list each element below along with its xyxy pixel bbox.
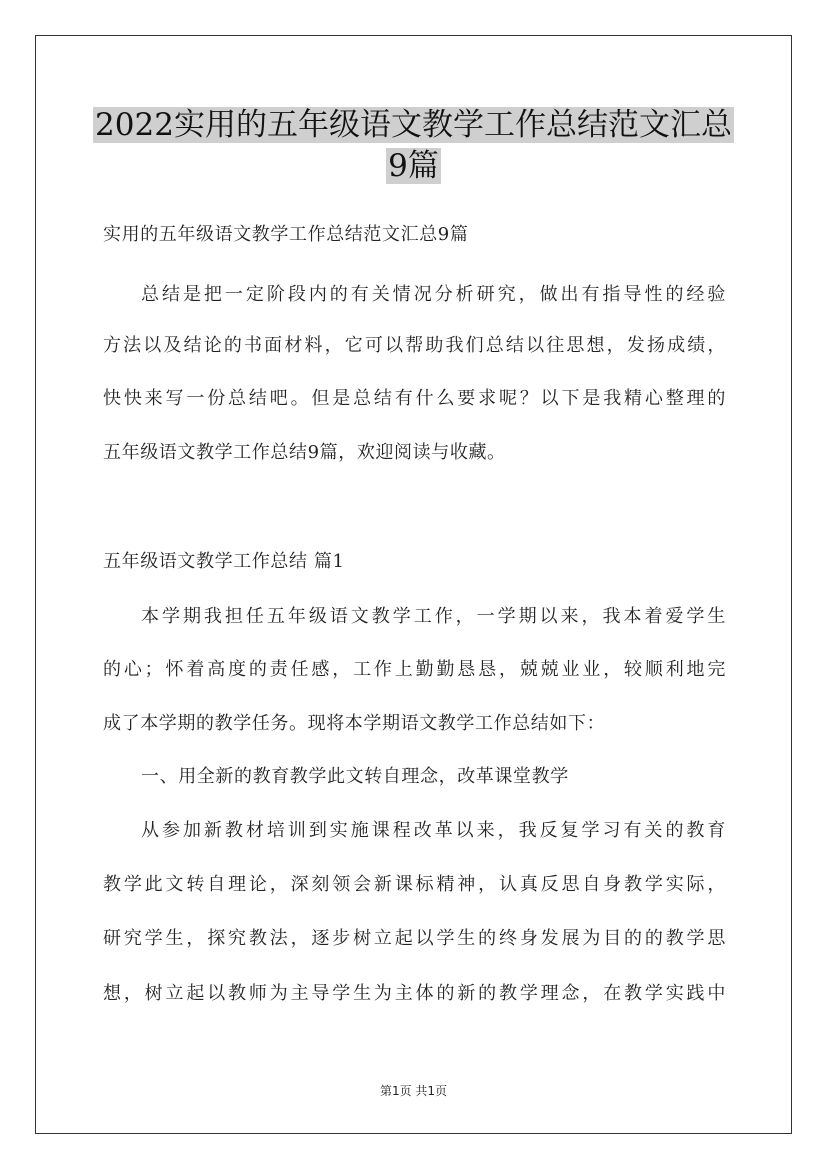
para2-line-1: 从参加新教材培训到实施课程改革以来，我反复学习有关的教育 (141, 820, 726, 841)
para2-line-4: 想，树立起以教师为主导学生为主体的新的教学理念，在教学实践中 (103, 983, 726, 1004)
intro-line-4: 五年级语文教学工作总结9篇，欢迎阅读与收藏。 (103, 442, 506, 463)
page-border (35, 35, 792, 1134)
para2-line-3: 研究学生，探究教法，逐步树立起以学生的终身发展为目的的教学思 (103, 928, 726, 949)
document-title-line-1: 2022实用的五年级语文教学工作总结范文汇总 (95, 107, 732, 143)
page-footer: 第1页 共1页 (379, 1084, 448, 1098)
para1-line-1: 本学期我担任五年级语文教学工作，一学期以来，我本着爱学生 (141, 606, 726, 627)
para1-line-3: 成了本学期的教学任务。现将本学期语文教学工作总结如下： (103, 713, 606, 734)
intro-line-2: 方法以及结论的书面材料，它可以帮助我们总结以往思想，发扬成绩， (103, 335, 726, 356)
sub-heading: 一、用全新的教育教学此文转自理念，改革课堂教学 (141, 766, 569, 787)
intro-line-1: 总结是把一定阶段内的有关情况分析研究，做出有指导性的经验 (141, 284, 726, 305)
para2-line-2: 教学此文转自理论，深刻领会新课标精神，认真反思自身教学实际， (103, 874, 726, 895)
document-subtitle: 实用的五年级语文教学工作总结范文汇总9篇 (103, 224, 469, 245)
para1-line-2: 的心；怀着高度的责任感，工作上勤勤恳恳，兢兢业业，较顺利地完 (103, 659, 726, 680)
intro-line-3: 快快来写一份总结吧。但是总结有什么要求呢？以下是我精心整理的 (103, 388, 726, 409)
document-title-line-2: 9篇 (388, 148, 439, 184)
section-heading: 五年级语文教学工作总结 篇1 (103, 551, 345, 572)
